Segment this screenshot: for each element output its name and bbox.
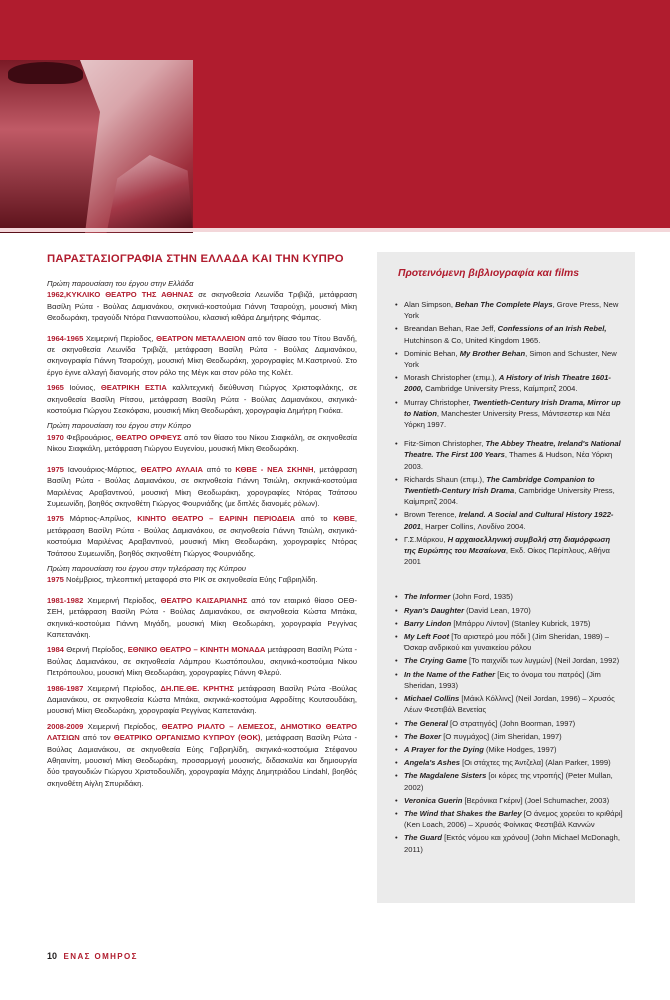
film-item [395,808,623,830]
entry-text: Χειμερινή Περίοδος, [83,721,162,731]
sidebar-title: Προτεινόμενη βιβλιογραφία και films [398,268,580,279]
section-title: ΠΑΡΑΣΤΑΣΙΟΓΡΑΦΙΑ ΣΤΗΝ ΕΛΛΑΔΑ ΚΑΙ ΤΗΝ ΚΥΠΡΟ [47,253,344,265]
entry-text: Θερινή Περίοδος, [63,645,128,655]
entry-venue: ΔΗ.ΠΕ.ΘΕ. ΚΡΗΤΗΣ [160,683,234,693]
film-details: [Βερόνικα Γκέριν] (Joel Schumacher, 2003) [462,795,610,805]
entry-year: 1975 [47,575,64,585]
bib-title: The Cambridge Companion to Twentieth-Century Irish Drama [404,474,595,496]
entry-venue: ΘΕΑΤΡΟ ΑΥΛΑΙΑ [140,464,203,474]
bibliography-item [395,372,623,394]
bib-publisher: Cambridge University Press, Καίμπριτζ 2004. [423,384,578,394]
entry-subheading [47,563,357,574]
entry-text: Χειμερινή Περίοδος, [83,683,161,693]
film-item [395,693,623,715]
bib-author: Murray Christopher, [404,397,473,407]
film-item [395,757,623,768]
film-title: The Crying Game [404,656,467,666]
bib-title: The Abbey Theatre, Ireland's National Theatre. The First 100 Years [404,439,621,460]
film-title: Angela's Ashes [404,758,460,768]
film-details: [οι κόρες της ντροπής] (Peter Mullan, 2002) [404,771,613,792]
entry-text: Φεβρουάριος, [63,432,116,442]
bib-publisher: , Εκδ. Οίκος Περίπλους, Αθήνα 2001 [404,546,610,567]
entry-year: 1975 [47,464,64,474]
performance-entry [47,513,357,559]
header-photo [0,60,193,233]
bib-author: Richards Shaun (επιμ.), [404,474,487,484]
header-divider [0,228,670,232]
bibliography-sidebar [377,252,635,903]
bib-publisher: , Grove Press, New York [404,300,619,321]
film-item [395,770,623,792]
entry-year: 1986-1987 [47,683,84,693]
film-details: [Εις το όνομα του πατρός] (Jim Sheridan, 1993) [404,669,601,690]
film-item [395,795,623,806]
bib-publisher: , Simon and Schuster, New York [404,348,617,370]
entry-text: καλλιτεχνική διεύθυνση Γιώργος Χριστοφιλάκης, σε σκηνοθεσία Βασίλη Ρίτσου, μετάφραση Βασίλη Ρώτα - Βούλας Δαμιανάκου, σκηνικά-κοστούμια Γιώργου Σεσκόφσκι, μουσική Μίκη Θεοδωράκη, χορογραφία Δημήτρη Γκιόκα. [47,383,358,416]
performance-entry [47,683,357,717]
bib-author: Brown Terence, [404,510,459,520]
bibliography-item [395,299,623,321]
bibliography-item [395,474,623,508]
subheading-text: Πρώτη παρουσίαση του έργου στην τηλεόραση της Κύπρου [47,563,246,573]
film-details: [Ο άνεμος χορεύει το κριθάρι] (Ken Loach, 2006) – Χρυσός Φοίνικας Φεστιβάλ Καννών [404,808,623,830]
film-item [395,669,623,691]
film-title: The Boxer [404,731,442,741]
entry-text: από τον εταιρικό θίασο ΟΕΘ-ΣΕΗ, μετάφραση Βασίλη Ρώτα - Βούλας Δαμιανάκου, σε σκηνοθεσία Κώστα Μπάκα, σκηνικά-κοστούμια Γιάννη Μιγάδη, μουσική Μίκη Θεοδωράκη, χορογραφία Ρεγγίνας Καπετανάκη. [47,595,357,639]
entry-text: από το [295,514,334,524]
bib-publisher: Hutchinson & Co, United Kingdom 1965. [404,335,541,345]
entry-venue: ΘΕΑΤΡΟ ΡΙΑΛΤΟ – ΛΕΜΕΣΟΣ, ΔΗΜΟΤΙΚΟ ΘΕΑΤΡΟ ΛΑΤΣΙΩΝ [47,721,358,743]
entry-text: Νοέμβριος, τηλεοπτική μεταφορά στο ΡΙΚ σε σκηνοθεσία Εύης Γαβριηλίδη. [63,575,318,585]
film-title: Michael Collins [404,694,460,704]
bib-title: Confessions of an Irish Rebel, [497,324,607,334]
film-item [395,655,623,666]
entry-text: μετάφραση Βασίλη Ρώτα -Βούλας Δαμιανάκου, σε σκηνοθεσία Κώστα Μπάκα, σκηνικά-κοστούμια Αφροδίτης Κουτσουδάκη, μουσική Μίκη Θεοδωράκη, χορογραφία Ρεγγίνας Καπετανάκη. [47,683,357,716]
film-item [395,731,623,742]
bib-title: A History of Irish Theatre 1601-2000, [404,373,611,394]
film-details: [Μπάρρυ Λίντον] (Stanley Kubrick, 1975) [451,618,591,628]
film-title: Veronica Guerin [404,795,463,805]
film-title: In the Name of the Father [404,669,496,679]
bibliography-item [395,348,623,370]
performance-entry [47,644,357,678]
film-details: [Το αριστερό μου πόδι ] (Jim Sheridan, 1989) – Όσκαρ ανδρικού και γυναικείου ρόλου [404,632,610,653]
bibliography-item [395,509,623,531]
entry-year: 1984 [47,645,64,655]
entry-subheading [47,278,357,289]
bib-title: Η αρχαιοελληνική συμβολή στη διαμόρφωση της Ευρώπης του Μεσαίωνα [404,534,611,556]
bib-publisher: , Harper Collins, Λονδίνο 2004. [420,521,526,531]
page-number: 10 [47,951,58,961]
film-title: A Prayer for the Dying [404,744,484,754]
entry-subheading [47,420,357,431]
entry-text: , μετάφραση Βασίλη Ρώτα - Βούλας Δαμιανάκου, σε σκηνοθεσία Γιάννη Τσιώλη, σκηνικά-κοστούμια Μαριλένας Αραβαντινού, μουσική Μίκη Θεοδωράκη, χορογραφίες Ντόρας Τσάτσου Συμεωνίδη, βοηθός σκηνοθέτη Γιώργος Φουρνιάδης. [47,514,357,558]
entry-year: 1975 [47,514,64,524]
performance-entry [47,382,357,416]
film-item [395,591,623,602]
entry-venue: ΚΙΝΗΤΟ ΘΕΑΤΡΟ – ΕΑΡΙΝΗ ΠΕΡΙΟΔΕΙΑ [137,514,296,524]
film-details: [Μάικλ Κόλλινς] (Neil Jordan, 1996) – Χρυσός Λέων Φεστιβάλ Βενετίας [404,694,615,715]
page-footer [47,951,138,961]
film-details: (David Lean, 1970) [464,605,531,615]
entry-year: 1965 [47,383,64,393]
performance-entries [47,278,357,789]
entry-venue: ΕΘΝΙΚΟ ΘΕΑΤΡΟ – ΚΙΝΗΤΗ ΜΟΝΑΔΑ [127,645,266,655]
film-item [395,744,623,755]
bib-publisher: , Manchester University Press, Μάντσεστερ και Νέα Υόρκη 1997. [404,408,611,430]
photo-cap [8,62,83,84]
film-title: My Left Foot [404,632,450,642]
performance-entry [47,574,357,585]
film-details: (Mike Hodges, 1997) [483,744,557,754]
film-title: Ryan's Daughter [404,605,465,615]
bib-publisher: , Cambridge University Press, Καίμπριτζ 2004. [404,486,615,507]
entry-venue: ΘΕΑΤΡΟ ΚΑΙΣΑΡΙΑΝΗΣ [160,595,248,605]
performance-entry [47,595,357,641]
film-title: Barry Lindon [404,618,452,628]
performance-history-column [47,253,357,793]
entry-text: Ιανουάριος-Μάρτιος, [63,464,141,474]
entry-venue: ΘΕΑΤΡΙΚΗ ΕΣΤΙΑ [100,383,167,393]
bibliography-item [395,397,623,431]
entry-text: σε σκηνοθεσία Λεωνίδα Τριβιζά, μετάφραση Βασίλη Ρώτα - Βούλας Δαμιανάκου, σκηνικά-κοστούμια Γιάννη Τσαρούχη, μουσική Μίκη Θεοδωράκη, τραγούδι Ντόρα Γιανναοπούλου, κλασική κιθάρα Δημήτρης Φάμπας. [47,290,358,323]
bib-author: Fitz-Simon Christopher, [404,439,486,449]
film-details: [Οι στάχτες της Άντζελα] (Alan Parker, 1999) [459,758,611,768]
film-title: The Informer [404,592,451,602]
bib-title: My Brother Behan [459,348,526,358]
entry-text: Χειμερινή Περίοδος, [83,595,161,605]
entry-venue: ΘΕΑΤΡΙΚΟ ΟΡΓΑΝΙΣΜΟ ΚΥΠΡΟΥ (ΘΟΚ) [113,733,261,743]
bib-title: Twentieth-Century Irish Drama, Mirror up to Nation [404,397,621,418]
entry-year: 2008-2009 [47,721,84,731]
film-details: [Ο πυγμάχος] (Jim Sheridan, 1997) [441,731,562,741]
entry-year: 1962, [47,290,67,300]
film-details: [Εκτός νόμου και χρόνου] (John Michael McDonagh, 2011) [404,833,620,854]
bib-author: Morash Christopher (επιμ.), [404,373,499,383]
entry-text: Μάρτιος-Απρίλιος, [63,514,138,524]
film-title: The Guard [404,833,442,843]
film-details: [Το παιχνίδι των λυγμών] (Neil Jordan, 1992) [466,656,620,666]
entry-venue: ΘΕΑΤΡΟΝ ΜΕΤΑΛΛΕΙΟΝ [156,333,246,343]
bibliography-item [395,438,623,472]
entry-venue: ΚΥΚΛΙΚΟ ΘΕΑΤΡΟ ΤΗΣ ΑΘΗΝΑΣ [66,290,194,300]
photo-figure-man-cap [0,60,100,233]
performance-entry [47,432,357,455]
bib-author: Γ.Σ.Μάρκου, [404,534,448,544]
film-item [395,832,623,854]
bib-author: Breandan Behan, Rae Jeff, [404,324,498,334]
performance-entry [47,464,357,510]
bib-author: Dominic Behan, [404,348,460,358]
bib-title: Ireland. A Social and Cultural History 1922-2001 [404,510,614,531]
film-details: (John Ford, 1935) [450,592,513,602]
entry-venue: ΚΘΒΕ - ΝΕΑ ΣΚΗΝΗ [235,464,314,474]
subheading-text: Πρώτη παρουσίαση του έργου στην Κύπρο [47,421,191,431]
film-item [395,718,623,729]
entry-text: από τον [79,733,114,743]
film-title: The General [404,718,448,728]
performance-entry [47,333,357,379]
film-item [395,618,623,629]
performance-entry [47,721,357,789]
entry-text: από τον θίασο του Νίκου Σιαφκάλη, σε σκηνοθεσία Νίκου Σιαφκάλη, μετάφραση Γιώργου Ευγενίου, μουσική Μίκη Θεοδωράκη. [47,432,357,454]
film-title: The Wind that Shakes the Barley [404,808,522,818]
entry-text: Ιούνιος, [63,383,101,393]
film-item [395,605,623,616]
subheading-text: Πρώτη παρουσίαση του έργου στην Ελλάδα [47,279,194,288]
bib-title: Behan The Complete Plays [455,300,553,309]
films-list [377,569,635,854]
entry-text: από τον θίασο του Τίτου Βανδή, σε σκηνοθεσία Λεωνίδα Τριβιζά, μετάφραση Βασίλη Ρώτα - Βούλας Δαμιανάκου, σκηνογραφία Γιάννη Τσαρούχη, μουσική Μίκη Θεοδωράκη, χορογραφίες Μ.Καστρινού. Στο έργο έγινε αλλαγή διανομής στον ρόλο της Μέγκ και στον ρόλο της Κολέτ. [47,333,357,377]
entry-year: 1981-1982 [47,595,84,605]
publication-title: ΕΝΑΣ ΟΜΗΡΟΣ [63,952,138,961]
entry-year: 1964-1965 [47,333,84,343]
entry-text: μετάφραση Βασίλη Ρώτα - Βούλας Δαμιανάκου, σε σκηνοθεσία Λάμπρου Κωστόπουλου, σκηνικά-κοστούμια Νίκου Πετρόπουλου, μουσική Μίκη Θεοδωράκη, χορογραφίες Γιάννη Φλερύ. [47,645,358,678]
entry-text: , μετάφραση Βασίλη Ρώτα - Βούλας Δαμιανάκου, σε σκηνοθεσία Εύης Γαβριηλίδη, σκηνικά-κοστούμια Στέφανου Αθηαινίτη, μουσική Μίκη Θεοδωράκη, προσαρμογή μουσικής, διδασκαλία και δημιουργία δύο τραγουδιών Γιώργου Χριστοδουλίδη, χορογραφία Μάχης Δημητριάδου Lindahl, βοηθός σκηνοθέτη Αίγλη Σπυριδάκη. [47,733,357,788]
bibliography-item [395,534,623,568]
entry-venue: ΚΘΒΕ [333,514,355,524]
film-item [395,631,623,653]
performance-entry [47,289,357,323]
film-title: The Magdalene Sisters [404,771,487,781]
bibliography-list [377,279,635,567]
entry-text: Χειμερινή Περίοδος, [83,333,157,343]
entry-text: , μετάφραση Βασίλη Ρώτα - Βούλας Δαμιανάκου, σε σκηνοθεσία Γιάννη Τσιώλη, σκηνικά-κοστούμια Μαριλένας Αραβαντινού, μουσική Μίκη Θεοδωράκη, χορογραφίες Ντόρας Τσάτσου Συμεωνίδη, βοηθός σκηνοθέτη Γιώργος Φουρνιάδης (με διπλές διανομές ρόλων). [47,464,358,508]
bib-author: Alan Simpson, [404,300,456,309]
entry-venue: ΘΕΑΤΡΟ ΟΡΦΕΥΣ [115,432,182,442]
entry-text: από το [202,464,236,474]
film-details: [Ο στρατηγός] (John Boorman, 1997) [447,718,576,728]
bibliography-item [395,323,623,345]
entry-year: 1970 [47,432,64,442]
bib-publisher: , Thames & Hudson, Νέα Υόρκη 2003. [404,450,613,471]
